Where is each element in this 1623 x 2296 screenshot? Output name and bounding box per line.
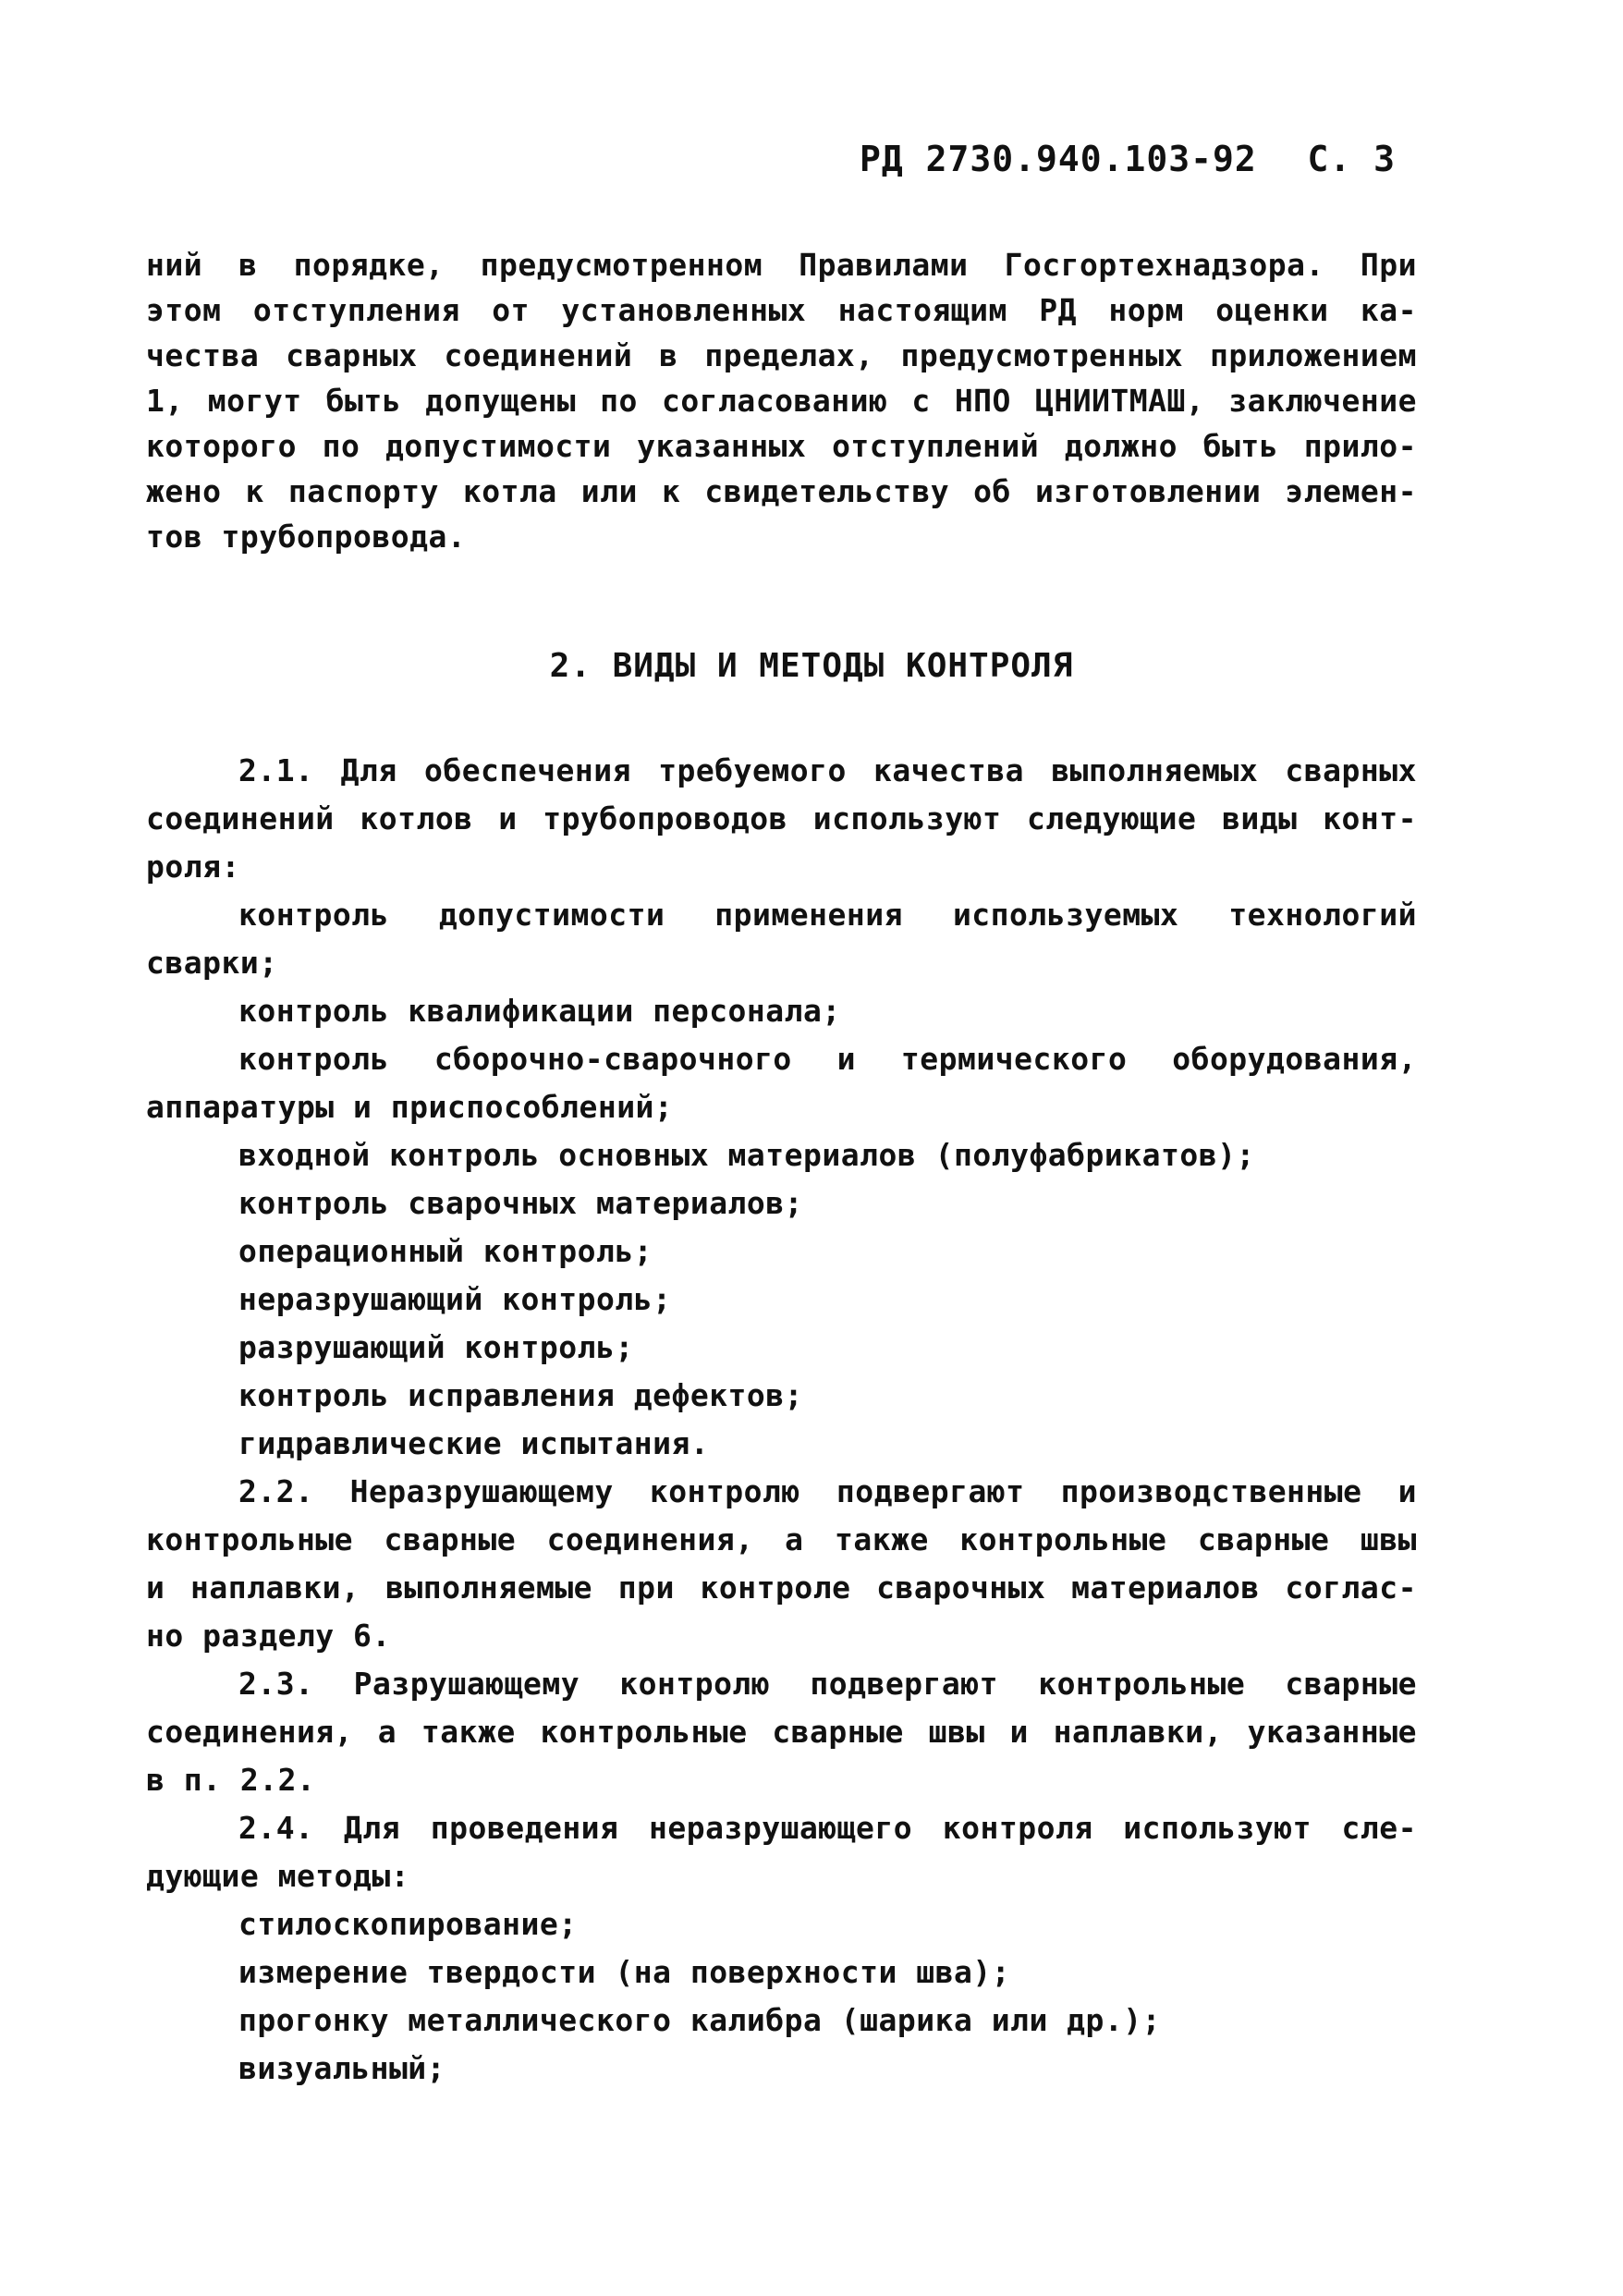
text-line: которого по допустимости указанных отступлений должно быть прило- (146, 428, 1417, 464)
list-item: визуальный; (238, 2050, 446, 2086)
list-item: разрушающий контроль; (238, 1329, 634, 1365)
clause-2-4-line: дующие методы: (146, 1858, 410, 1894)
clause-2-2-line: 2.2. Неразрушающему контролю подвергают производственные и (238, 1473, 1417, 1509)
list-item: входной контроль основных материалов (полуфабрикатов); (238, 1137, 1255, 1173)
clause-2-3-line: соединения, а также контрольные сварные швы и наплавки, указанные (146, 1714, 1417, 1750)
clause-2-2-line: контрольные сварные соединения, а также контрольные сварные швы (146, 1521, 1417, 1557)
list-item: гидравлические испытания. (238, 1425, 710, 1461)
list-item: прогонку металлического калибра (шарика или др.); (238, 2002, 1162, 2038)
list-item-continuation: аппаратуры и приспособлений; (146, 1089, 674, 1125)
list-item: контроль сборочно-сварочного и термического оборудования, (238, 1041, 1417, 1077)
clause-2-1-line: роля: (146, 849, 240, 885)
page-header (860, 139, 1414, 194)
clause-2-1-line: 2.1. Для обеспечения требуемого качества выполняемых сварных (238, 752, 1417, 788)
list-item: операционный контроль; (238, 1233, 653, 1269)
document-code: РД 2730.940.103-92 (860, 139, 1257, 179)
section-body (146, 747, 1417, 2093)
list-item: контроль квалификации персонала; (238, 993, 841, 1029)
clause-2-3-line: в п. 2.2. (146, 1762, 316, 1798)
page-number: С. 3 (1307, 139, 1396, 179)
intro-paragraph (146, 242, 1417, 559)
list-item: измерение твердости (на поверхности шва); (238, 1954, 1011, 1990)
section-heading: 2. ВИДЫ И МЕТОДЫ КОНТРОЛЯ (549, 647, 1074, 685)
list-item-continuation: сварки; (146, 945, 278, 981)
clause-2-4-line: 2.4. Для проведения неразрушающего контроля используют сле- (238, 1810, 1417, 1846)
text-line: чества сварных соединений в пределах, предусмотренных приложением (146, 337, 1417, 373)
clause-2-3-line: 2.3. Разрушающему контролю подвергают контрольные сварные (238, 1666, 1417, 1702)
list-item: стилоскопирование; (238, 1906, 578, 1942)
clause-2-1-line: соединений котлов и трубопроводов используют следующие виды конт- (146, 800, 1417, 837)
text-line: жено к паспорту котла или к свидетельству об изготовлении элемен- (146, 473, 1417, 509)
list-item: неразрушающий контроль; (238, 1281, 672, 1317)
clause-2-2-line: и наплавки, выполняемые при контроле сварочных материалов соглас- (146, 1569, 1417, 1606)
list-item: контроль допустимости применения используемых технологий (238, 897, 1417, 933)
text-line: 1, могут быть допущены по согласованию с НПО ЦНИИТМАШ, заключение (146, 383, 1417, 419)
list-item: контроль исправления дефектов; (238, 1377, 804, 1413)
clause-2-2-line: но разделу 6. (146, 1618, 391, 1654)
text-line: этом отступления от установленных настоящим РД норм оценки ка- (146, 292, 1417, 328)
text-line: тов трубопровода. (146, 519, 467, 555)
text-line: ний в порядке, предусмотренном Правилами Госгортехнадзора. При (146, 247, 1417, 283)
list-item: контроль сварочных материалов; (238, 1185, 804, 1221)
